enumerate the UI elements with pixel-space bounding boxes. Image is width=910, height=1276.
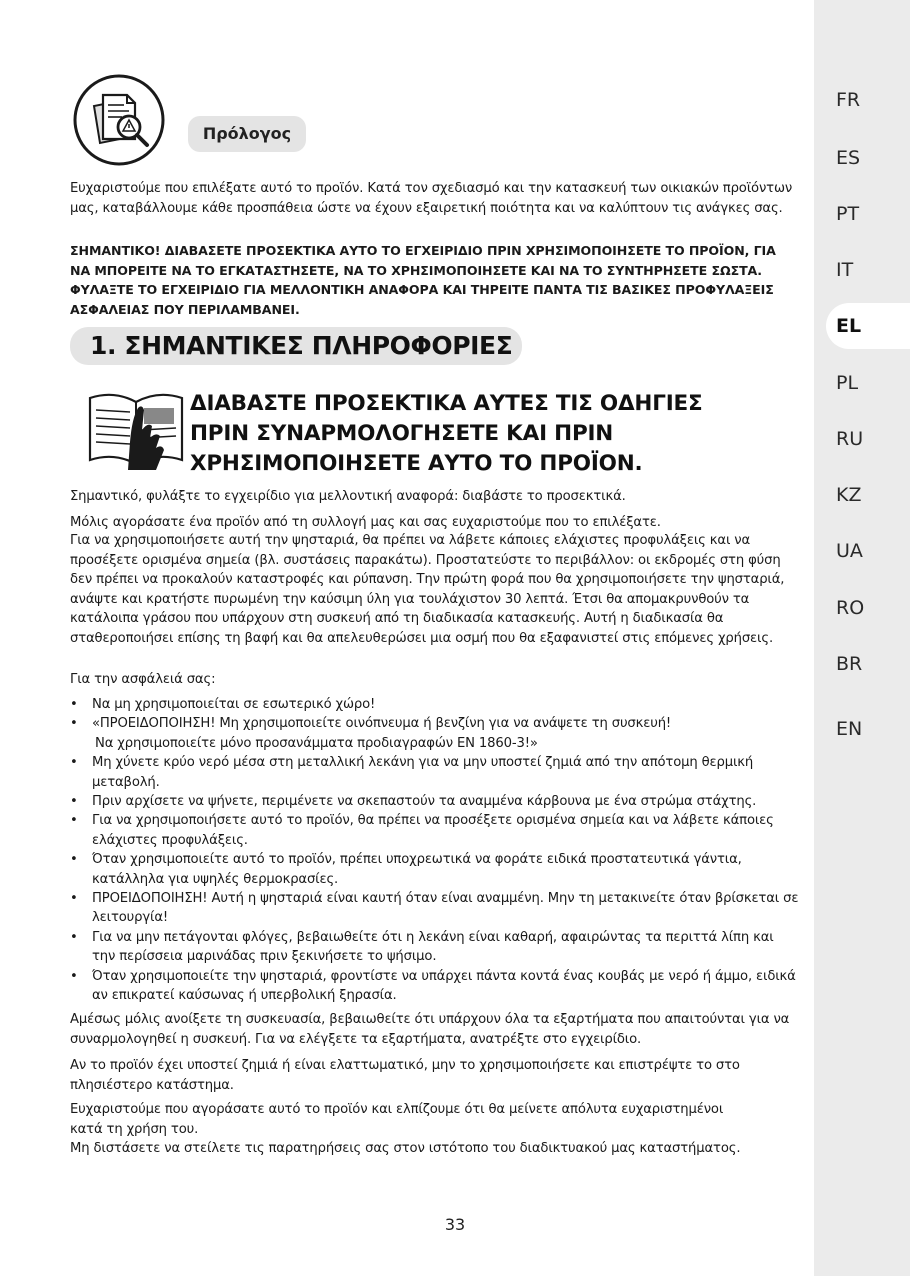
list-item: [70, 714, 800, 753]
prologue-warning: ΣΗΜΑΝΤΙΚΟ! ΔΙΑΒΑΣΕΤΕ ΠΡΟΣΕΚΤΙΚΑ ΑΥΤΟ ΤΟ ΕΓΧΕΙΡΙΔΙΟ ΠΡΙΝ ΧΡΗΣΙΜΟΠΟΙΗΣΕΤΕ ΤΟ ΠΡΟΪΟΝ, ΓΙΑ ΝΑ ΜΠΟΡΕΙΤΕ ΝΑ ΤΟ ΕΓΚΑΤΑΣΤΗΣΕΤΕ, ΝΑ ΤΟ ΧΡΗΣΙΜΟΠΟΙΗΣΕΤΕ ΚΑΙ ΝΑ ΤΟ ΣΥΝΤΗΡΗΣΕΤΕ ΣΩΣΤΑ. ΦΥΛΑΞΤΕ ΤΟ ΕΓΧΕΙΡΙΔΙΟ ΓΙΑ ΜΕΛΛΟΝΤΙΚΗ ΑΝΑΦΟΡΑ ΚΑΙ ΤΗΡΕΙΤΕ ΠΑΝΤΑ ΤΙΣ ΒΑΣΙΚΕΣ ΠΡΟΦΥΛΑΞΕΙΣ ΑΣΦΑΛΕΙΑΣ ΠΟΥ ΠΕΡΙΛΑΜΒΑΝΕΙ.: [70, 243, 776, 317]
list-item-text: Όταν χρησιμοποιείτε αυτό το προϊόν, πρέπει υποχρεωτικά να φοράτε ειδικά προστατευτικά γάντια, κατάλληλα για υψηλές θερμοκρασίες.: [92, 852, 742, 887]
list-item-text: ΠΡΟΕΙΔΟΠΟΙΗΣΗ! Αυτή η ψησταριά είναι καυτή όταν είναι αναμμένη. Μην τη μετακινείτε όταν βρίσκεται σε λειτουργία!: [92, 891, 799, 926]
closing-line: Ευχαριστούμε που αγοράσατε αυτό το προϊόν και ελπίζουμε ότι θα μείνετε απόλυτα ευχαριστημένοι: [70, 1102, 724, 1117]
list-item: [70, 792, 800, 811]
list-item-text: «ΠΡΟΕΙΔΟΠΟΙΗΣΗ! Μη χρησιμοποιείτε οινόπνευμα ή βενζίνη για να ανάψετε τη συσκευή!: [92, 716, 672, 732]
list-item-text: Όταν χρησιμοποιείτε την ψησταριά, φροντίστε να υπάρχει πάντα κοντά ένας κουβάς με νερό ή άμμο, ειδικά αν επικρατεί καύσωνας ή υπερβολική ξηρασία.: [92, 968, 796, 1004]
lang-tab-el-active[interactable]: EL: [826, 303, 910, 349]
list-item: [70, 889, 800, 928]
damage-paragraph: Αν το προϊόν έχει υποστεί ζημιά ή είναι ελαττωματικό, μην το χρησιμοποιήσετε και επιστρέψτε το στο πλησιέστερο κατάστημα.: [70, 1058, 740, 1093]
list-item-continuation: Να χρησιμοποιείτε μόνο προσανάμματα προδιαγραφών EN 1860-3!»: [95, 735, 538, 751]
list-item: [70, 850, 800, 889]
language-sidebar: [814, 0, 910, 1276]
safety-list: [70, 695, 800, 1006]
packaging-check-paragraph: Αμέσως μόλις ανοίξετε τη συσκευασία, βεβαιωθείτε ότι υπάρχουν όλα τα εξαρτήματα που απαιτούνται για να συναρμολογηθεί η συσκευή. Για να ελέγξετε τα εξαρτήματα, ανατρέξτε στο εγχειρίδιο.: [70, 1012, 790, 1047]
lang-tab-es[interactable]: ES: [836, 147, 861, 169]
list-item-text: Για να μην πετάγονται φλόγες, βεβαιωθείτε ότι η λεκάνη είναι καθαρή, αφαιρώντας τα περιττά λίπη και την περίσσεια μαρινάδας πριν ξεκινήσετε το ψήσιμο.: [92, 929, 774, 965]
subheading-line: ΧΡΗΣΙΜΟΠΟΙΗΣΕΤΕ ΑΥΤΟ ΤΟ ΠΡΟΪΟΝ.: [190, 451, 643, 476]
lang-tab-pt[interactable]: PT: [836, 203, 860, 225]
list-item: [70, 811, 800, 850]
lang-tab-kz[interactable]: KZ: [836, 484, 862, 506]
list-item: [70, 753, 800, 792]
lang-tab-br[interactable]: BR: [836, 653, 863, 675]
document-warning-icon: [72, 73, 166, 167]
page-number: 33: [444, 1215, 466, 1234]
list-item: [70, 967, 800, 1006]
lang-tab-en[interactable]: EN: [836, 718, 863, 740]
list-item-text: Πριν αρχίσετε να ψήνετε, περιμένετε να σκεπαστούν τα αναμμένα κάρβουνα με ένα στρώμα στάχτης.: [92, 794, 757, 810]
lang-tab-ua[interactable]: UA: [836, 540, 863, 562]
list-item-text: Μη χύνετε κρύο νερό μέσα στη μεταλλική λεκάνη για να μην υποστεί ζημιά από την απότομη θερμική μεταβολή.: [92, 755, 754, 790]
lang-tab-ru[interactable]: RU: [836, 428, 864, 450]
subheading-line: ΔΙΑΒΑΣΤΕ ΠΡΟΣΕΚΤΙΚΑ ΑΥΤΕΣ ΤΙΣ ΟΔΗΓΙΕΣ: [190, 391, 703, 416]
lang-tab-it[interactable]: IT: [836, 259, 854, 281]
closing-line: κατά τη χρήση του.: [70, 1121, 199, 1137]
closing-line: Μη διστάσετε να στείλετε τις παρατηρήσεις σας στον ιστότοπο του διαδικτυακού μας καταστήματος.: [70, 1141, 741, 1157]
lang-tab-ro[interactable]: RO: [836, 597, 865, 619]
thanks-line: Μόλις αγοράσατε ένα προϊόν από τη συλλογή μας και σας ευχαριστούμε που το επιλέξατε.: [70, 515, 661, 530]
list-item: [70, 928, 800, 967]
keep-manual-note: Σημαντικό, φυλάξτε το εγχειρίδιο για μελλοντική αναφορά: διαβάστε το προσεκτικά.: [70, 489, 626, 504]
prologue-intro: Ευχαριστούμε που επιλέξατε αυτό το προϊόν. Κατά τον σχεδιασμό και την κατασκευή των οικιακών προϊόντων μας, καταβάλλουμε κάθε προσπάθεια ώστε να έχουν εξαιρετική ποιότητα και να καλύπτουν τις ανάγκες σας.: [70, 181, 793, 216]
list-item-text: Να μη χρησιμοποιείται σε εσωτερικό χώρο!: [92, 697, 376, 712]
usage-paragraph: Για να χρησιμοποιήσετε αυτή την ψησταριά, θα πρέπει να λάβετε κάποιες ελάχιστες προφυλάξεις και να προσέξετε ορισμένα σημεία (βλ. συστάσεις παρακάτω). Προστατεύστε το περιβάλλον: οι εκδρομές στη φύση δεν πρέπει να προκαλούν καταστροφές και ρύπανση. Την πρώτη φορά που θα χρησιμοποιήσετε την ψησταριά, ανάψτε και κρατήστε πυρωμένη την καύσιμη ύλη για τουλάχιστον 30 λεπτά. Έτσι θα απομακρυνθούν τα κατάλοιπα γράσου που υπάρχουν στη συσκευή από τη διαδικασία κατασκευής. Αυτή η διαδικασία θα σταθεροποιήσει επίσης τη βαφή και θα απελευθερώσει μια οσμή που θα εξαφανιστεί στις επόμενες χρήσεις.: [70, 533, 785, 646]
read-manual-icon: [86, 378, 186, 474]
list-item: [70, 695, 800, 714]
section-heading: 1. ΣΗΜΑΝΤΙΚΕΣ ΠΛΗΡΟΦΟΡΙΕΣ: [70, 327, 522, 365]
read-instructions-subheading: [190, 389, 790, 479]
prologue-title: Πρόλογος: [188, 116, 306, 152]
lang-tab-pl[interactable]: PL: [836, 372, 859, 394]
subheading-line: ΠΡΙΝ ΣΥΝΑΡΜΟΛΟΓΗΣΕΤΕ ΚΑΙ ΠΡΙΝ: [190, 421, 614, 446]
safety-intro: Για την ασφάλειά σας:: [70, 672, 216, 687]
list-item-text: Για να χρησιμοποιήσετε αυτό το προϊόν, θα πρέπει να προσέξετε ορισμένα σημεία και να λάβετε κάποιες ελάχιστες προφυλάξεις.: [92, 813, 774, 848]
lang-tab-fr[interactable]: FR: [836, 89, 861, 111]
closing-paragraph: [70, 1100, 800, 1159]
